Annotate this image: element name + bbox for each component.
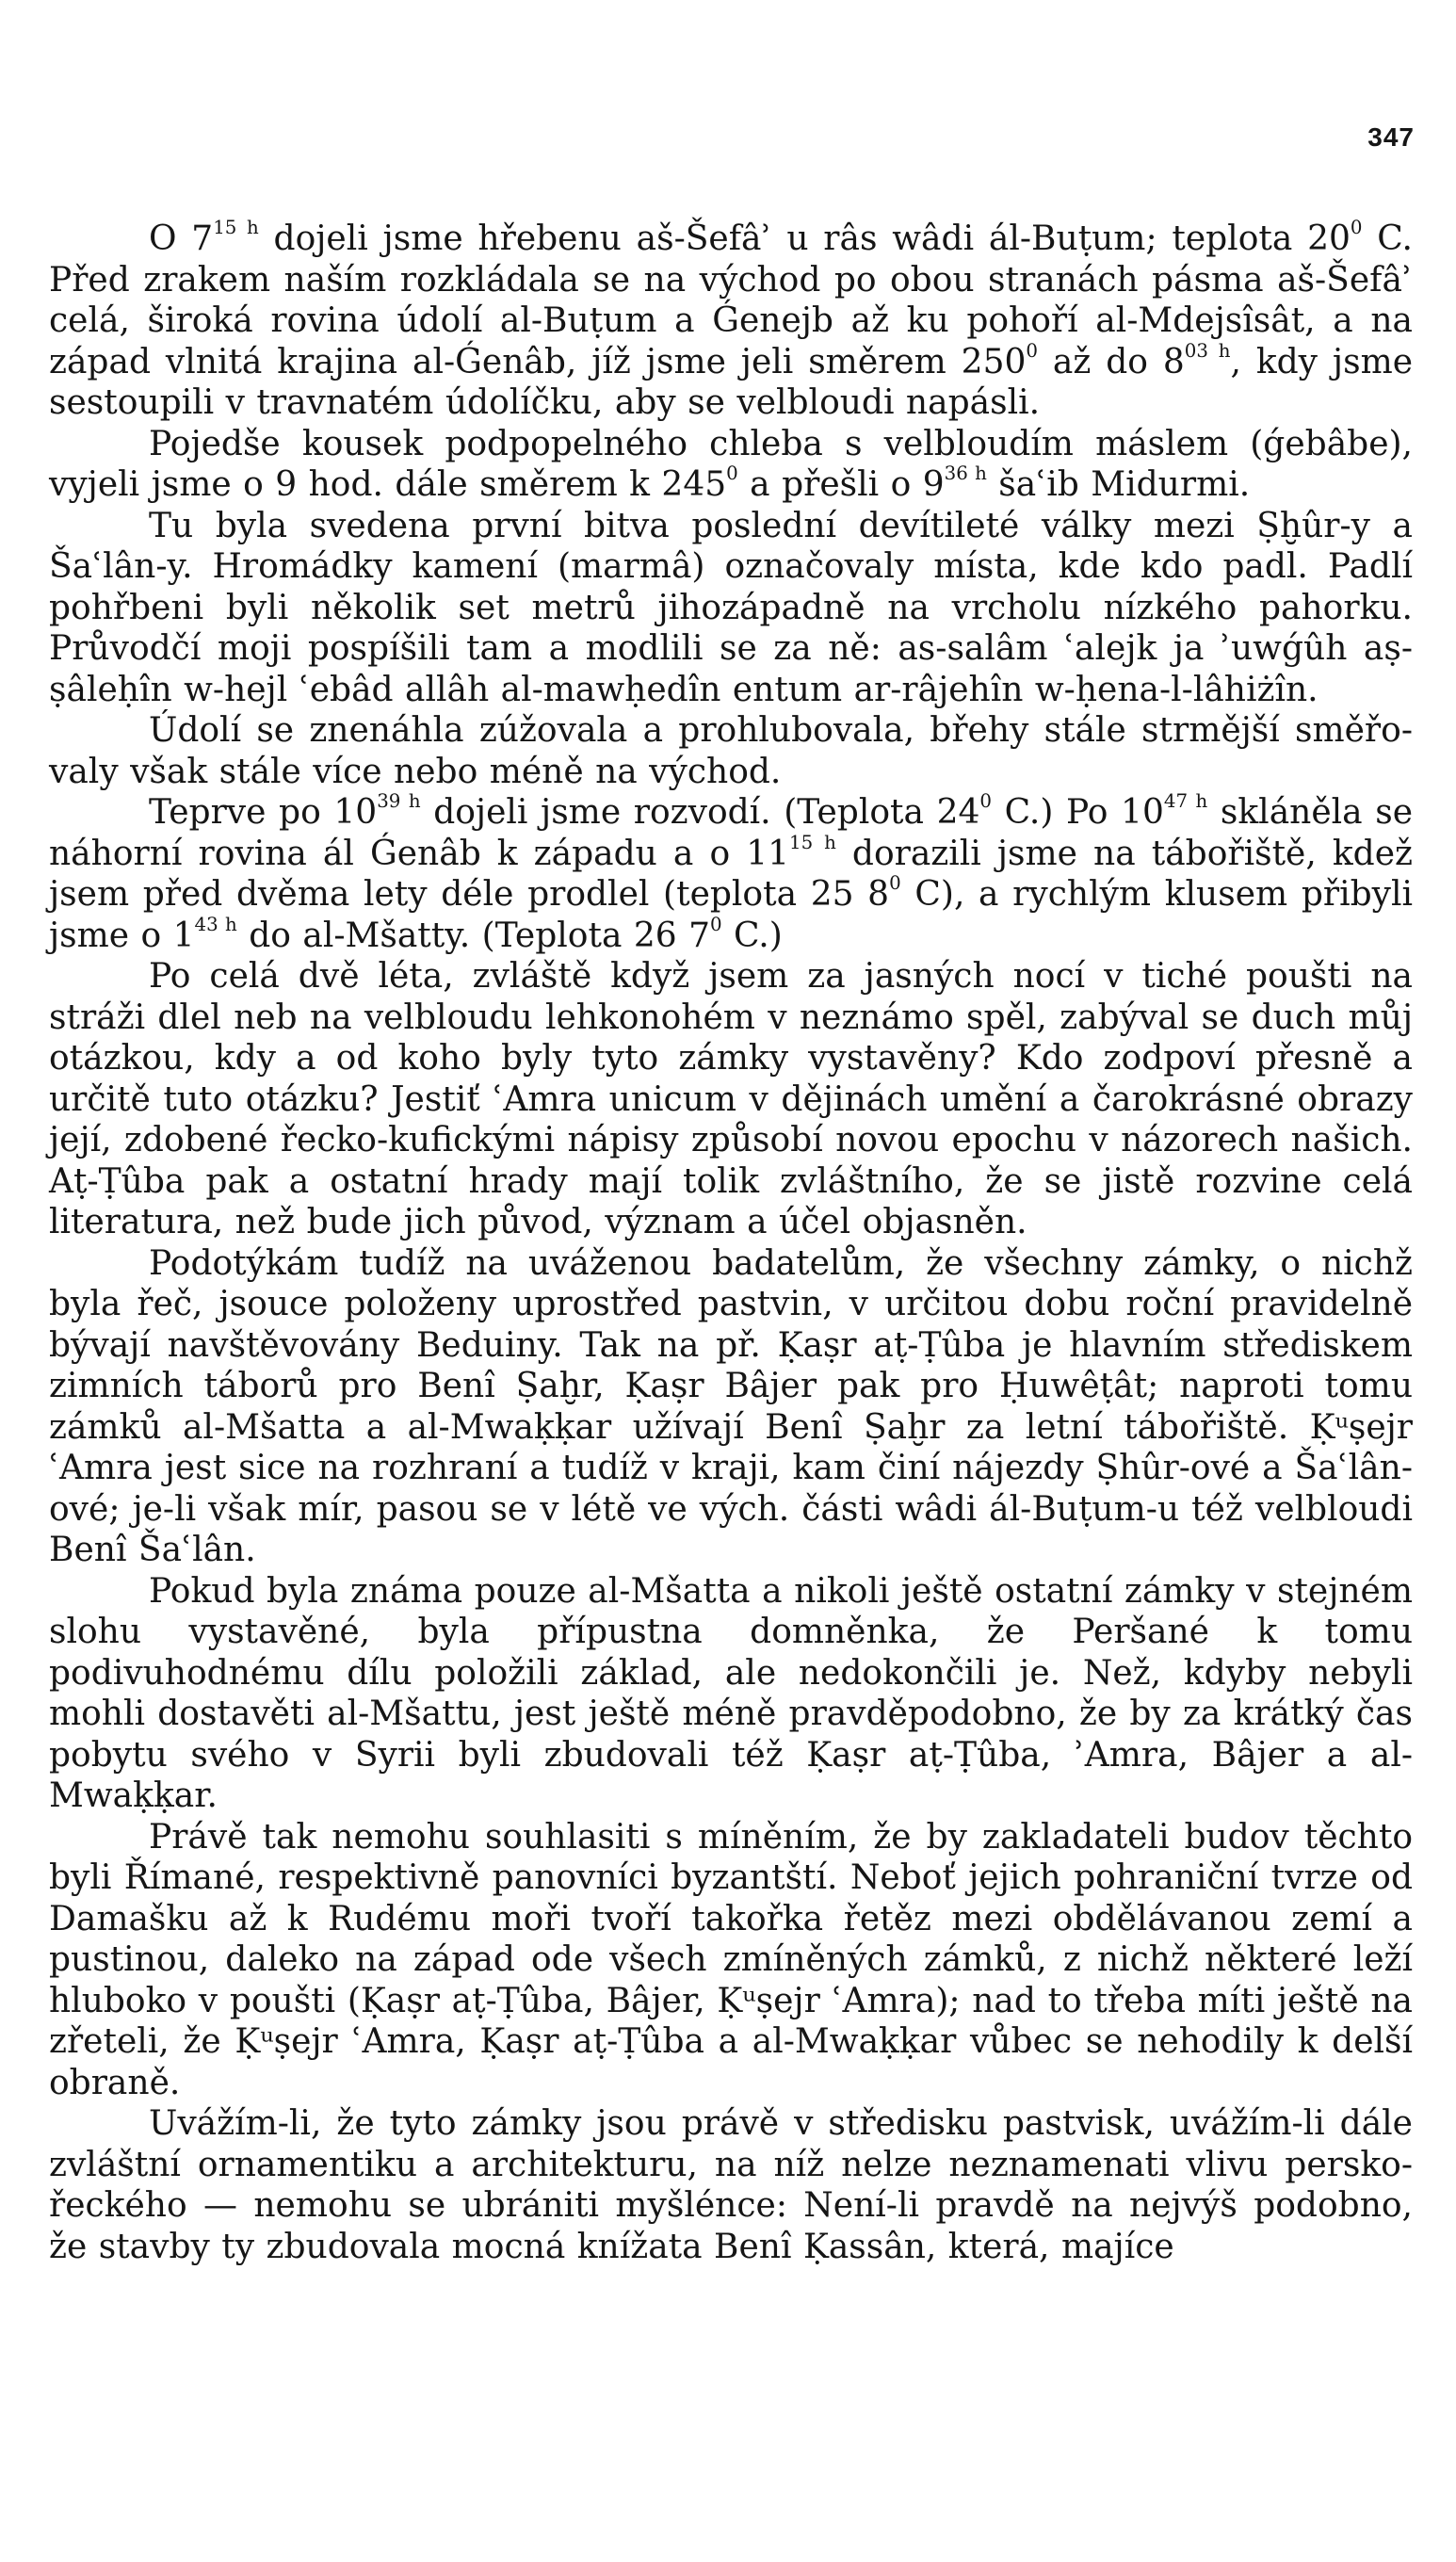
text-run: Podotýkám tudíž na uváženou badatelům, že všechny zámky, o nichž byla řeč, jsouce položeny uprostřed pastvin, v určitou dobu roční pravidelně bývají navštěvovány Beduiny. Tak na př. Ḳaṣr aṭ-Ṭûba je hlavním střediskem zimních táborů pro Benî Ṣaḫr, Ḳaṣr Bâjer pak pro Ḥuwêṭât; naproti tomu zámků al-Mšatta a al-Mwaḳḳar užívají Benî Ṣaḫr za letní tábořiště. Ḳᵘṣejr ʿAmra jest sice na rozhraní a tudíž v kraji, kam činí nájezdy Ṣhûr-ové a Šaʿlân-ové; je-li však mír, pasou se v létě ve vých. části wâdi ál-Buṭum-u též velbloudi Benî Šaʿlân. (49, 1243, 1413, 1569)
text-run: C.) Po 10 (992, 793, 1164, 832)
superscript: 15 h (789, 831, 836, 853)
text-run: C. Před zrakem naším rozkládala se na východ po obou stranách pásma aš-Šefâʾ celá, široká rovina údolí al-Buṭum a Ǵenejb až ku pohoří al-Mdejsîsât, a na západ vlnitá krajina al-Ǵenâb, jíž jsme jeli směrem 250 (49, 219, 1413, 381)
text-run: C.) (721, 916, 783, 955)
paragraph (49, 506, 1413, 711)
body-text (49, 219, 1413, 2267)
paragraph (49, 1243, 1413, 1571)
text-run: C), a rychlým klusem přibyli jsme o 1 (49, 875, 1414, 955)
text-run: , kdy jsme sestoupili v travnatém údolíčku, aby se velbloudi napásli. (49, 342, 1414, 422)
text-run: skláněla se náhorní rovina ál Ǵenâb k západu a o 11 (49, 793, 1414, 873)
paragraph (49, 1571, 1413, 1817)
paragraph (49, 1817, 1413, 2104)
superscript: 0 (1350, 217, 1363, 239)
superscript: 0 (979, 790, 992, 813)
text-run: Po celá dvě léta, zvláště když jsem za jasných nocí v tiché poušti na stráži dlel neb na velbloudu lehkonohém v neznámo spěl, zabýval se duch můj otázkou, kdy a od koho byly tyto zámky vystavěny? Kdo zodpoví přesně a určitě tuto otázku? Jestiť ʿAmra unicum v dějinách umění a čarokrásné obrazy její, zdobené řecko-kufickými nápisy způsobí novou epochu v názorech našich. Aṭ-Ṭûba pak a ostatní hrady mají tolik zvláštního, že se jistě rozvine celá literatura, než bude jich původ, význam a účel objasněn. (49, 957, 1413, 1241)
paragraph (49, 424, 1413, 506)
superscript: 0 (889, 872, 901, 895)
superscript: 39 h (377, 790, 421, 813)
text-run: Pojedše kousek podpopelného chleba s velbloudím máslem (ǵebâbe), vyjeli jsme o 9 hod. dále směrem k 245 (49, 424, 1413, 504)
text-run: Uvážím-li, že tyto zámky jsou právě v středisku pastvisk, uvážím-li dále zvláštní ornamentiku a architekturu, na níž nelze neznamenati vlivu persko-řeckého — nemohu se ubrániti myšlénce: Není-li pravdě na nejvýš podobno, že stavby ty zbudovala mocná knížata Benî Ḳassân, která, majíce (49, 2104, 1413, 2266)
text-run: O 7 (149, 219, 214, 258)
text-run: dojeli jsme rozvodí. (Teplota 24 (420, 793, 980, 832)
superscript: 0 (1026, 339, 1038, 362)
superscript: 36 h (944, 462, 987, 485)
text-run: do al-Mšatty. (Teplota 26 7 (236, 916, 710, 955)
page-number: 347 (1367, 122, 1415, 152)
paragraph (49, 956, 1413, 1243)
superscript: 0 (726, 462, 738, 485)
text-run: dojeli jsme hřebenu aš-Šefâʾ u râs wâdi ál-Buṭum; teplota 20 (258, 219, 1351, 258)
superscript: 43 h (194, 913, 237, 935)
text-run: dorazili jsme na tábořiště, kdež jsem před dvěma lety déle prodlel (teplota 25 8 (49, 834, 1413, 914)
text-run: Teprve po 10 (149, 793, 378, 832)
text-run: až do 8 (1038, 342, 1185, 381)
superscript: 47 h (1163, 790, 1208, 813)
text-run: a přešli o 9 (737, 465, 945, 504)
text-run: Údolí se znenáhla zúžovala a prohlubovala, břehy stále strmější směřovaly však stále více nebo méně na východ. (49, 711, 1413, 791)
paragraph (49, 219, 1413, 424)
text-run: Pokud byla známa pouze al-Mšatta a nikoli ještě ostatní zámky v stejném slohu vystavěné, byla přípustna domněnka, že Peršané k tomu podivuhodnému dílu položili základ, ale nedokončili je. Než, kdyby nebyli mohli dostavěti al-Mšattu, jest ještě méně pravděpodobno, že by za krátký čas pobytu svého v Syrii byli zbudovali též Ḳaṣr aṭ-Ṭûba, ʾAmra, Bâjer a al-Mwaḳḳar. (49, 1571, 1413, 1815)
text-run: Právě tak nemohu souhlasiti s míněním, že by zakladateli budov těchto byli Římané, respektivně panovníci byzantští. Neboť jejich pohraniční tvrze od Damašku až k Rudému moři tvoří takořka řetěz mezi obdělávanou zemí a pustinou, daleko na západ ode všech zmíněných zámků, z nichž některé leží hluboko v poušti (Ḳaṣr aṭ-Ṭûba, Bâjer, Ḳᵘṣejr ʿAmra); nad to třeba míti ještě na zřeteli, že Ḳᵘṣejr ʿAmra, Ḳaṣr aṭ-Ṭûba a al-Mwaḳḳar vůbec se nehodily k delší obraně. (49, 1817, 1413, 2102)
text-run: šaʿib Midurmi. (986, 465, 1251, 504)
paragraph (49, 710, 1413, 792)
superscript: 03 h (1184, 339, 1231, 362)
text-run: Tu byla svedena první bitva poslední devítileté války mezi Ṣḫûr-y a Šaʿlân-y. Hromádky kamení (marmâ) označovaly místa, kde kdo padl. Padlí pohřbeni byli několik set metrů jihozápadně na vrcholu nízkého pahorku. Průvodčí moji pospíšili tam a modlili se za ně: as-salâm ʿalejk ja ʾuwǵûh aṣ-ṣâleḥîn w-hejl ʿebâd allâh al-mawḥedîn entum ar-râjehîn w-ḥena-l-lâhiżîn. (49, 506, 1413, 709)
paragraph (49, 792, 1413, 956)
paragraph (49, 2103, 1413, 2267)
superscript: 0 (710, 913, 722, 935)
superscript: 15 h (213, 217, 259, 239)
